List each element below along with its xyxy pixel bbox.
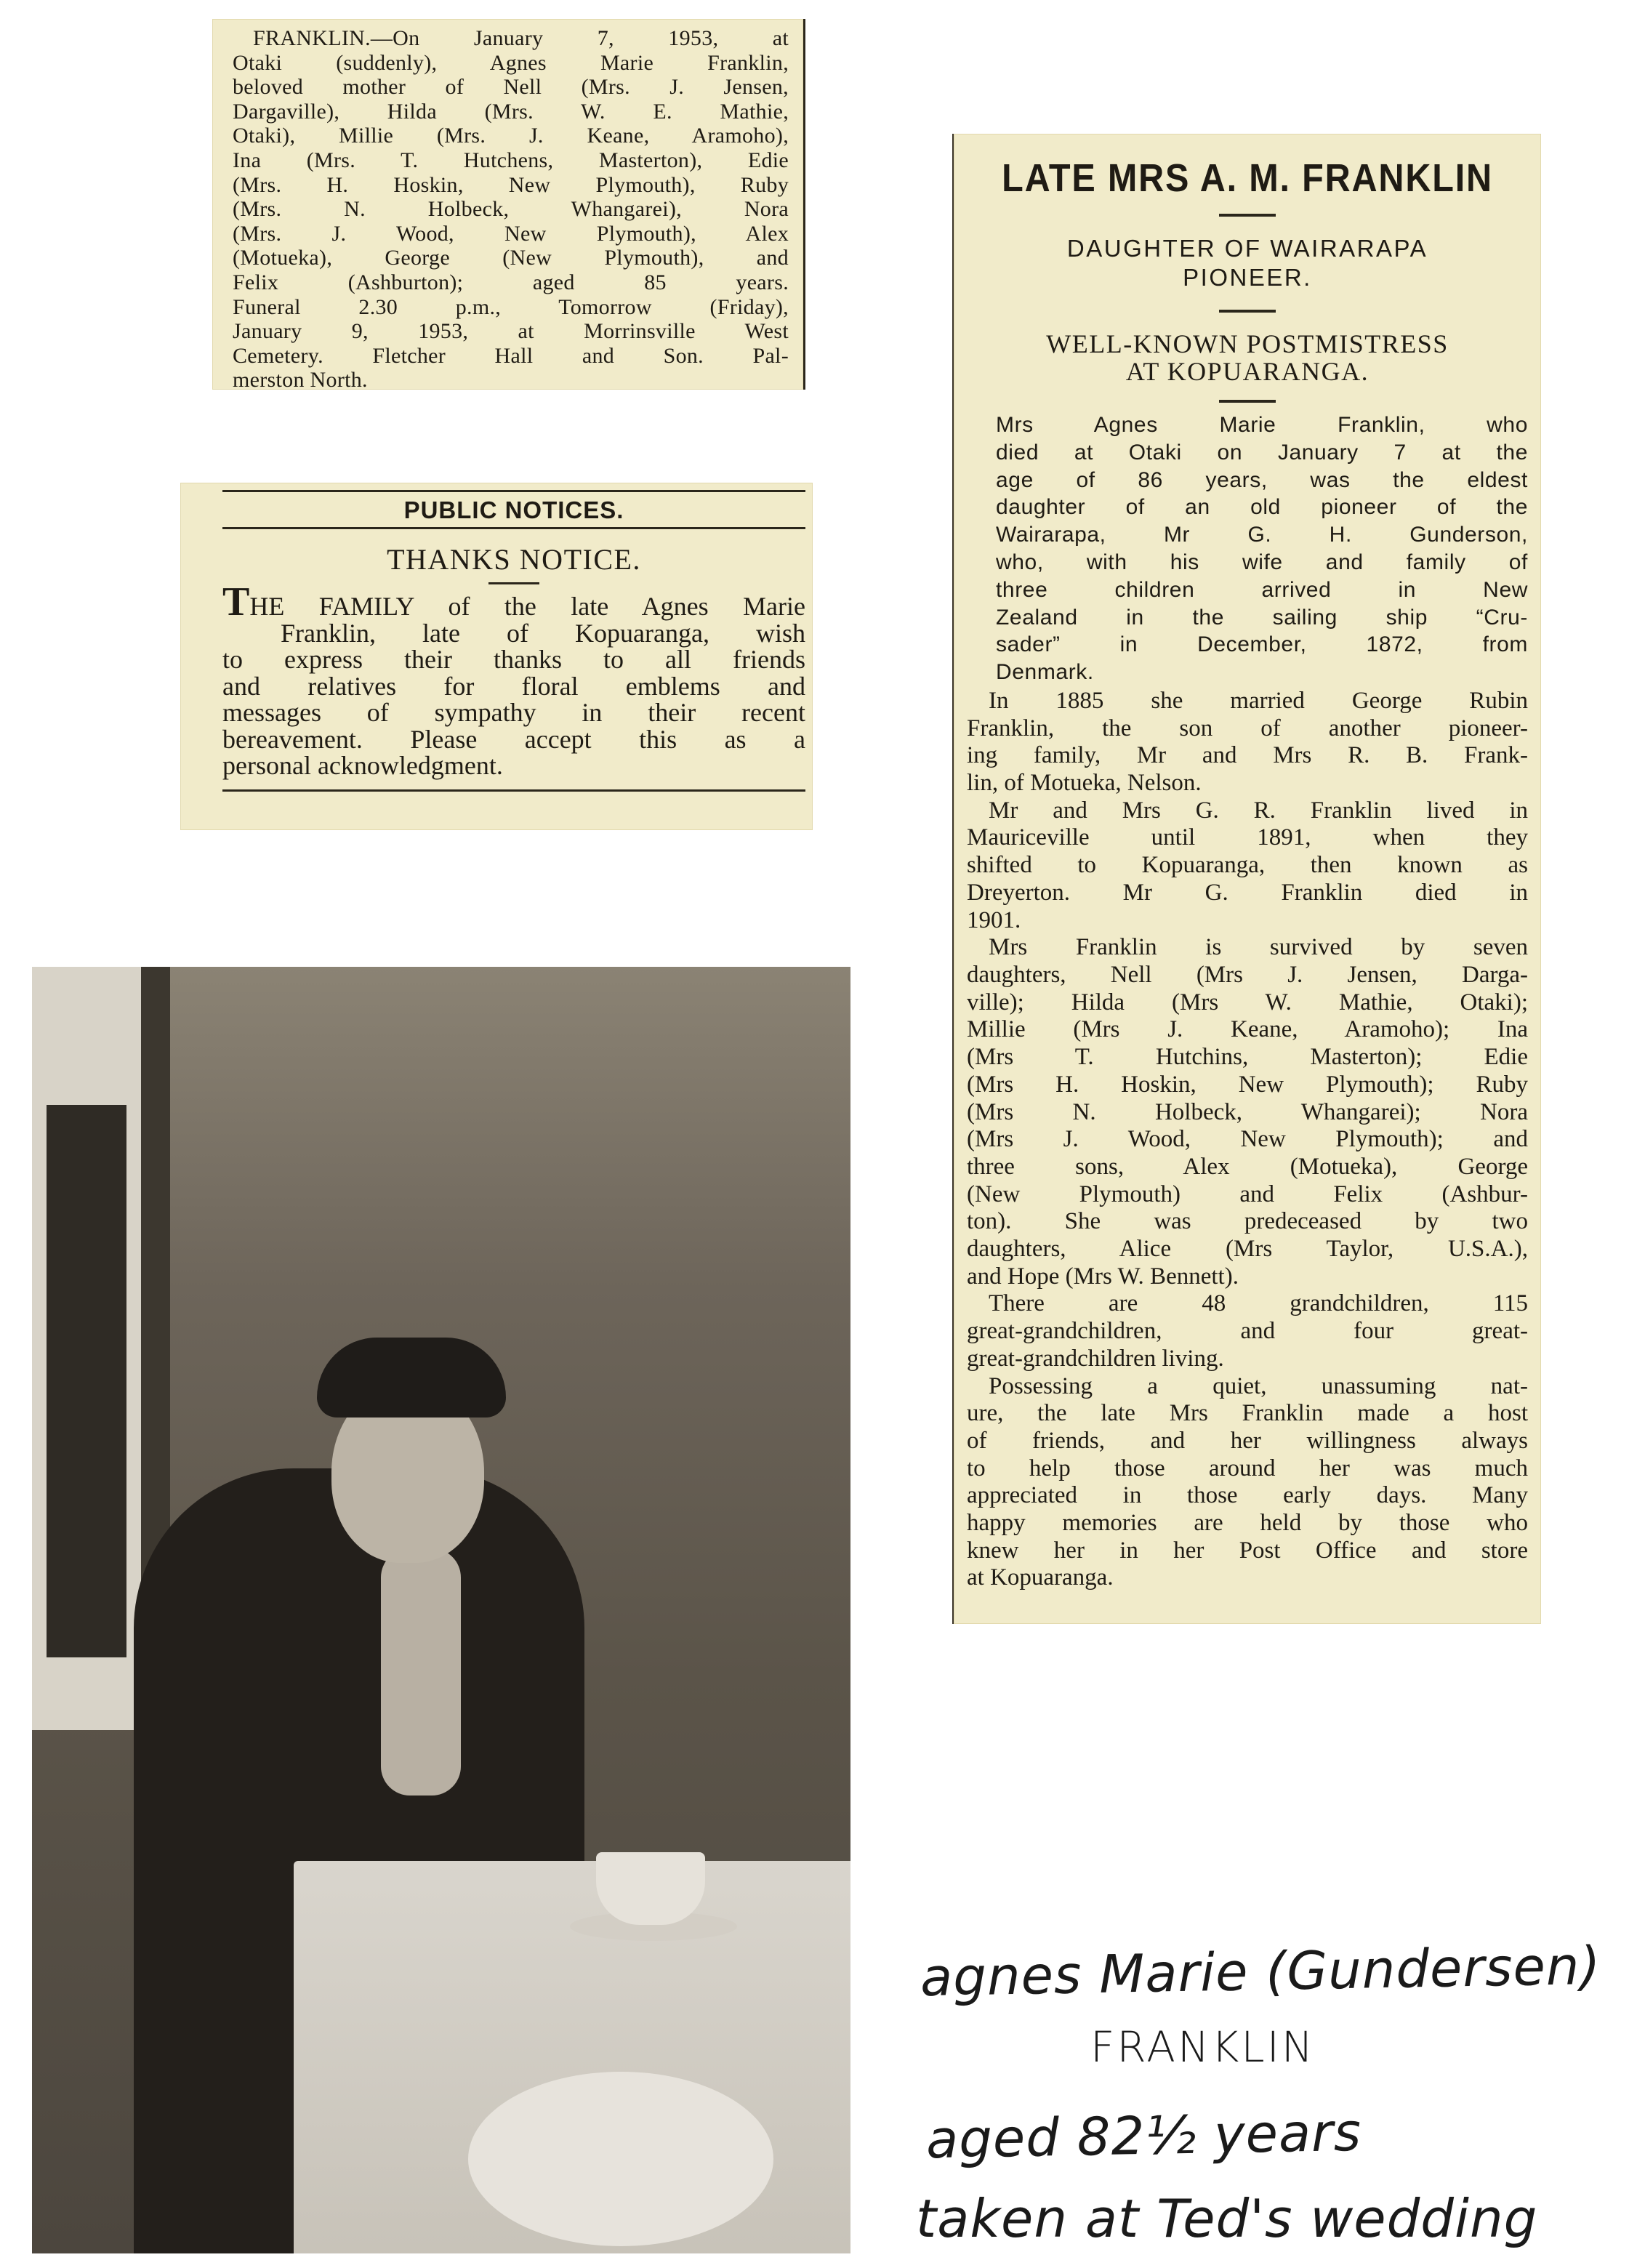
para-line: (New Plymouth) and Felix (Ashbur- xyxy=(967,1181,1528,1207)
divider xyxy=(488,582,539,584)
subhead-line: WELL-KNOWN POSTMISTRESS xyxy=(1046,329,1449,358)
thanks-notice-line: and relatives for floral emblems and xyxy=(222,671,805,701)
para-line: (Mrs T. Hutchins, Masterton); Edie xyxy=(967,1044,1528,1071)
public-notices-clipping xyxy=(180,483,813,830)
thanks-notice-line: to express their thanks to all friends xyxy=(222,645,805,674)
para-line: three sons, Alex (Motueka), George xyxy=(967,1153,1528,1180)
hat xyxy=(317,1338,506,1418)
death-notice-line: Funeral 2.30 p.m., Tomorrow (Friday), xyxy=(233,294,789,319)
teacup xyxy=(596,1852,705,1925)
caption-occasion: taken at Ted's wedding xyxy=(916,2188,1538,2249)
obituary-paragraph xyxy=(967,934,1528,1290)
death-notice-line: FRANKLIN.—On January 7, 1953, at xyxy=(253,26,789,50)
scarf xyxy=(381,1548,461,1796)
para-line: Mrs Franklin is survived by seven xyxy=(989,934,1528,961)
para-line: (Mrs N. Holbeck, Whangarei); Nora xyxy=(967,1098,1528,1125)
death-notice-line: (Mrs. N. Holbeck, Whangarei), Nora xyxy=(233,197,789,222)
obituary-paragraph xyxy=(967,688,1528,797)
para-line: (Mrs H. Hoskin, New Plymouth); Ruby xyxy=(967,1071,1528,1098)
death-notice-clipping xyxy=(212,19,805,393)
para-line: (Mrs J. Wood, New Plymouth); and xyxy=(967,1126,1528,1153)
para-line: Mr and Mrs G. R. Franklin lived in xyxy=(989,797,1528,824)
para-line: ing family, Mr and Mrs R. B. Frank- xyxy=(967,742,1528,769)
caption-age: aged 82½ years xyxy=(925,2101,1362,2171)
door-frame xyxy=(47,1105,126,1657)
obituary-paragraph xyxy=(967,1290,1528,1372)
obituary-clipping xyxy=(952,134,1541,1624)
lede-line: who, with his wife and family of xyxy=(996,550,1528,574)
para-line: Franklin, the son of another pioneer- xyxy=(967,715,1528,741)
thanks-notice-line xyxy=(222,579,805,624)
death-notice-line: (Mrs. J. Wood, New Plymouth), Alex xyxy=(233,221,789,246)
subhead-line: PIONEER. xyxy=(1183,264,1312,291)
cake-plate xyxy=(468,2072,773,2246)
death-notice-text xyxy=(233,26,789,393)
death-notice-line: (Motueka), George (New Plymouth), and xyxy=(233,246,789,270)
lede-line: Mrs Agnes Marie Franklin, who xyxy=(996,413,1528,437)
lede-line: age of 86 years, was the eldest xyxy=(996,467,1528,492)
divider xyxy=(1219,400,1276,403)
thanks-notice-body xyxy=(222,579,805,780)
lede-line: daughter of an old pioneer of the xyxy=(996,495,1528,520)
death-notice-line: Ina (Mrs. T. Hutchens, Masterton), Edie xyxy=(233,148,789,172)
para-line: ure, the late Mrs Franklin made a host xyxy=(967,1400,1528,1427)
para-line: shifted to Kopuaranga, then known as xyxy=(967,852,1528,879)
obituary-paragraph xyxy=(967,1373,1528,1593)
lede-line: sader” in December, 1872, from xyxy=(996,632,1528,657)
subhead-line: DAUGHTER OF WAIRARAPA xyxy=(1066,235,1428,262)
handwritten-caption xyxy=(916,1934,1614,2261)
death-notice-line: Felix (Ashburton); aged 85 years. xyxy=(233,270,789,294)
thanks-notice-line: bereavement. Please accept this as a xyxy=(222,724,805,754)
divider xyxy=(1219,214,1276,217)
para-line: 1901. xyxy=(967,906,1021,933)
para-line: Dreyerton. Mr G. Franklin died in xyxy=(967,879,1528,906)
obituary-subhead xyxy=(967,234,1528,292)
obituary-paragraph xyxy=(967,797,1528,935)
divider xyxy=(222,490,805,492)
para-line: great-grandchildren, and four great- xyxy=(967,1318,1528,1345)
para-line: great-grandchildren living. xyxy=(967,1345,1224,1372)
thanks-notice-line: messages of sympathy in their recent xyxy=(222,698,805,727)
para-line: In 1885 she married George Rubin xyxy=(989,687,1528,714)
para-line: Mauriceville until 1891, when they xyxy=(967,824,1528,851)
para-line: appreciated in those early days. Many xyxy=(967,1482,1528,1509)
portrait-photograph xyxy=(0,935,887,2268)
para-line: ville); Hilda (Mrs W. Mathie, Otaki); xyxy=(967,989,1528,1016)
thanks-notice-line-text: HE FAMILY of the late Agnes Marie xyxy=(249,592,805,621)
para-line: happy memories are held by those who xyxy=(967,1510,1528,1537)
obituary-headline: LATE MRS A. M. FRANKLIN xyxy=(1002,156,1493,200)
subhead-line: AT KOPUARANGA. xyxy=(1125,357,1370,386)
para-line: There are 48 grandchildren, 115 xyxy=(989,1290,1528,1317)
lede-line: Wairarapa, Mr G. H. Gunderson, xyxy=(996,523,1528,547)
death-notice-line: (Mrs. H. Hoskin, New Plymouth), Ruby xyxy=(233,172,789,197)
photo-image xyxy=(32,967,850,2253)
thanks-notice-line: personal acknowledgment. xyxy=(222,751,503,780)
para-line: Possessing a quiet, unassuming nat- xyxy=(989,1372,1528,1399)
para-line: at Kopuaranga. xyxy=(967,1564,1114,1591)
para-line: ton). She was predeceased by two xyxy=(967,1208,1528,1235)
lede-line: Zealand in the sailing ship “Cru- xyxy=(996,605,1528,630)
para-line: daughters, Nell (Mrs J. Jensen, Darga- xyxy=(967,962,1528,988)
para-line: and Hope (Mrs W. Bennett). xyxy=(967,1263,1239,1290)
death-notice-line: beloved mother of Nell (Mrs. J. Jensen, xyxy=(233,75,789,100)
death-notice-line: Otaki (suddenly), Agnes Marie Franklin, xyxy=(233,50,789,75)
obituary-lede xyxy=(967,411,1528,686)
public-notices-header: PUBLIC NOTICES. xyxy=(403,496,624,523)
death-notice-line: Cemetery. Fletcher Hall and Son. Pal- xyxy=(233,343,789,368)
death-notice-line: January 9, 1953, at Morrinsville West xyxy=(233,319,789,344)
para-line: lin, of Motueka, Nelson. xyxy=(967,770,1202,797)
para-line: of friends, and her willingness always xyxy=(967,1427,1528,1454)
para-line: knew her in her Post Office and store xyxy=(967,1537,1528,1564)
lede-line: Denmark. xyxy=(996,660,1094,685)
lede-line: three children arrived in New xyxy=(996,577,1528,602)
divider xyxy=(222,527,805,529)
caption-name: agnes Marie (Gundersen) xyxy=(920,1934,1602,2008)
para-line: to help those around her was much xyxy=(967,1455,1528,1481)
drop-cap: T xyxy=(222,579,250,624)
divider xyxy=(222,789,805,792)
thanks-notice-line: Franklin, late of Kopuaranga, wish xyxy=(281,618,805,648)
thanks-notice-title: THANKS NOTICE. xyxy=(387,543,641,576)
para-line: daughters, Alice (Mrs Taylor, U.S.A.), xyxy=(967,1236,1528,1263)
para-line: Millie (Mrs J. Keane, Aramoho); Ina xyxy=(967,1016,1528,1043)
obituary-subhead-2 xyxy=(967,330,1528,385)
lede-line: died at Otaki on January 7 at the xyxy=(996,440,1528,465)
death-notice-line: merston North. xyxy=(233,368,368,393)
death-notice-line: Otaki), Millie (Mrs. J. Keane, Aramoho), xyxy=(233,124,789,148)
caption-surname: FRANKLIN xyxy=(1090,2022,1316,2072)
divider xyxy=(1219,310,1276,313)
death-notice-line: Dargaville), Hilda (Mrs. W. E. Mathie, xyxy=(233,99,789,124)
